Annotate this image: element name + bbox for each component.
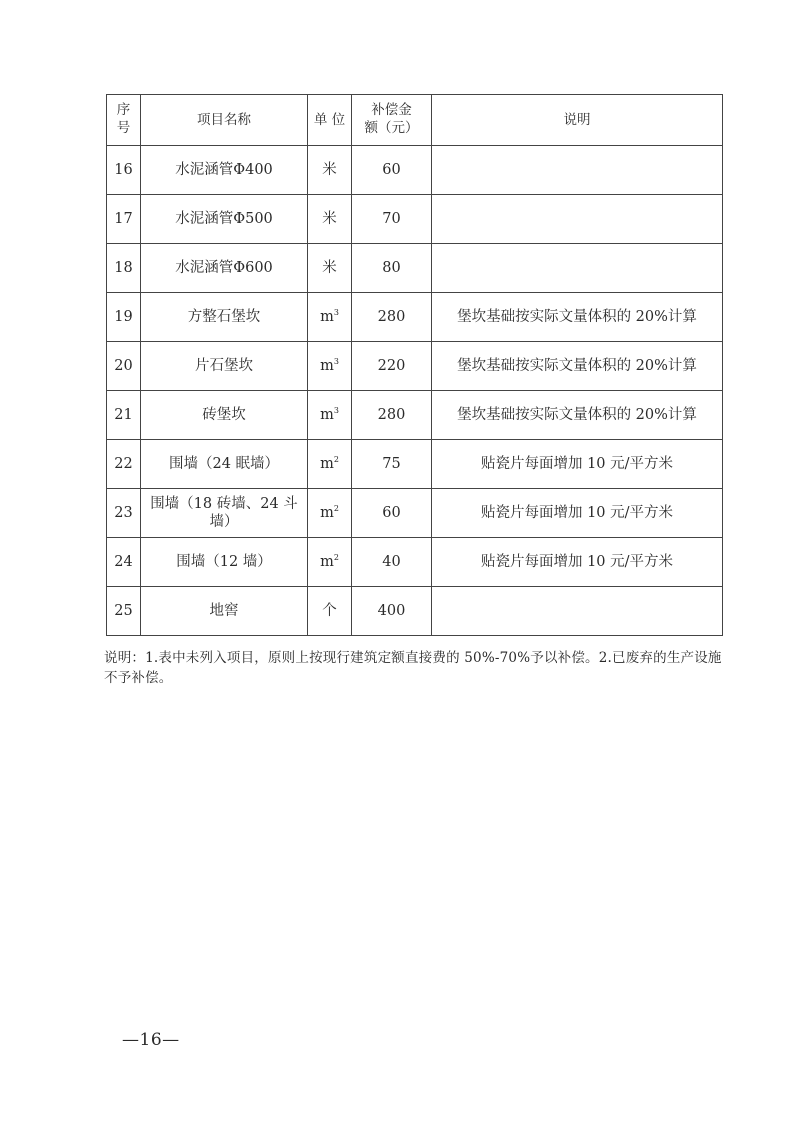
cell-serial-number: 17 (107, 195, 141, 244)
cell-description (432, 146, 723, 195)
unit-text: 米 (322, 161, 337, 178)
table-row (107, 342, 723, 391)
cell-unit (308, 440, 352, 489)
unit-exponent: 3 (333, 357, 339, 367)
cell-serial-number: 19 (107, 293, 141, 342)
cell-serial-number: 23 (107, 489, 141, 538)
cell-item-name: 围墙（18 砖墙、24 斗墙） (141, 489, 308, 538)
unit-text: 米 (322, 210, 337, 227)
unit-text: m (320, 406, 334, 423)
table-row (107, 195, 723, 244)
cell-unit (308, 146, 352, 195)
table-row (107, 489, 723, 538)
header-serial-line1: 序 (116, 102, 131, 119)
cell-description: 贴瓷片每面增加 10 元/平方米 (432, 440, 723, 489)
cell-serial-number: 18 (107, 244, 141, 293)
cell-unit (308, 538, 352, 587)
cell-item-name: 围墙（24 眠墙） (141, 440, 308, 489)
cell-amount: 75 (352, 440, 432, 489)
cell-description (432, 587, 723, 636)
cell-serial-number: 20 (107, 342, 141, 391)
cell-description: 堡坎基础按实际文量体积的 20%计算 (432, 391, 723, 440)
table-row (107, 391, 723, 440)
unit-exponent: 2 (333, 553, 339, 563)
header-description: 说明 (432, 95, 723, 146)
table-footnote: 说明：1.表中未列入项目，原则上按现行建筑定额直接费的 50%-70%予以补偿。2.已废弃的生产设施不予补偿。 (104, 650, 722, 686)
cell-serial-number: 24 (107, 538, 141, 587)
cell-amount: 220 (352, 342, 432, 391)
cell-unit (308, 342, 352, 391)
unit-text: 个 (322, 602, 337, 619)
cell-item-name: 水泥涵管Φ400 (141, 146, 308, 195)
header-amount-line1: 补偿金 (371, 102, 412, 119)
cell-serial-number: 22 (107, 440, 141, 489)
cell-item-name: 片石堡坎 (141, 342, 308, 391)
cell-item-name: 方整石堡坎 (141, 293, 308, 342)
page-number: —16— (122, 1030, 180, 1050)
table-row (107, 538, 723, 587)
unit-text: m (320, 504, 334, 521)
table-row (107, 587, 723, 636)
unit-text: m (320, 455, 334, 472)
unit-text: m (320, 357, 334, 374)
unit-exponent: 3 (333, 406, 339, 416)
cell-serial-number: 21 (107, 391, 141, 440)
cell-description: 贴瓷片每面增加 10 元/平方米 (432, 489, 723, 538)
table-row (107, 244, 723, 293)
cell-unit (308, 587, 352, 636)
unit-text: m (320, 308, 334, 325)
compensation-table (106, 94, 723, 636)
unit-text: m (320, 553, 334, 570)
header-amount (352, 95, 432, 146)
table-row (107, 146, 723, 195)
cell-item-name: 水泥涵管Φ500 (141, 195, 308, 244)
header-serial-line2: 号 (116, 120, 131, 136)
cell-item-name: 砖堡坎 (141, 391, 308, 440)
table-header-row (107, 95, 723, 146)
cell-amount: 60 (352, 489, 432, 538)
cell-unit (308, 391, 352, 440)
cell-amount: 80 (352, 244, 432, 293)
header-amount-line2: 额（元） (364, 120, 419, 136)
cell-serial-number: 25 (107, 587, 141, 636)
cell-item-name: 水泥涵管Φ600 (141, 244, 308, 293)
cell-amount: 40 (352, 538, 432, 587)
unit-exponent: 2 (333, 455, 339, 465)
cell-unit (308, 244, 352, 293)
cell-amount: 280 (352, 391, 432, 440)
cell-serial-number: 16 (107, 146, 141, 195)
table-row (107, 293, 723, 342)
header-serial-number (107, 95, 141, 146)
cell-unit (308, 293, 352, 342)
table-row (107, 440, 723, 489)
cell-description: 堡坎基础按实际文量体积的 20%计算 (432, 342, 723, 391)
cell-unit (308, 195, 352, 244)
cell-description: 贴瓷片每面增加 10 元/平方米 (432, 538, 723, 587)
cell-unit (308, 489, 352, 538)
cell-amount: 70 (352, 195, 432, 244)
unit-text: 米 (322, 259, 337, 276)
cell-amount: 280 (352, 293, 432, 342)
cell-description (432, 244, 723, 293)
cell-description: 堡坎基础按实际文量体积的 20%计算 (432, 293, 723, 342)
cell-amount: 400 (352, 587, 432, 636)
unit-exponent: 3 (333, 308, 339, 318)
header-item-name: 项目名称 (141, 95, 308, 146)
unit-exponent: 2 (333, 504, 339, 514)
cell-amount: 60 (352, 146, 432, 195)
cell-item-name: 围墙（12 墙） (141, 538, 308, 587)
cell-item-name: 地窖 (141, 587, 308, 636)
header-unit: 单 位 (308, 95, 352, 146)
cell-description (432, 195, 723, 244)
